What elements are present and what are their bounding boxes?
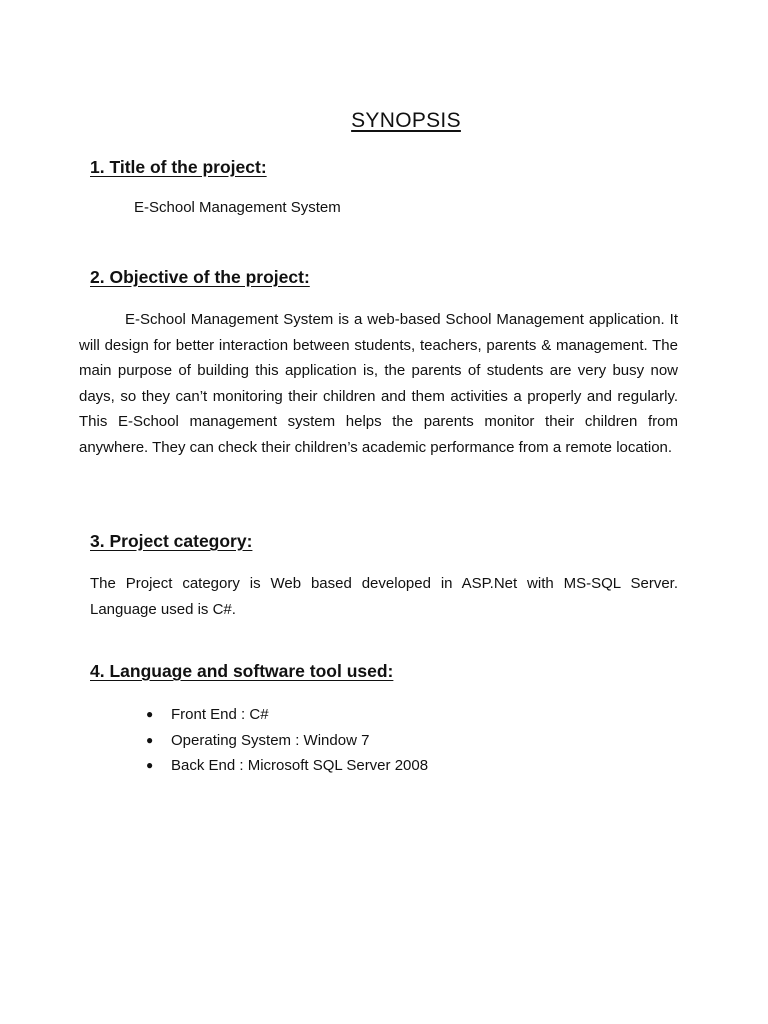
- list-item: [146, 702, 428, 728]
- list-item: [146, 728, 428, 754]
- list-item-text: Operating System : Window 7: [171, 731, 370, 749]
- document-title: SYNOPSIS: [351, 109, 461, 132]
- project-title-text: E-School Management System: [134, 199, 341, 216]
- bullet-icon: ●: [146, 707, 154, 721]
- tools-list: [146, 702, 428, 779]
- bullet-icon: ●: [146, 732, 154, 747]
- list-item: [146, 753, 428, 779]
- section-heading-tools: 4. Language and software tool used:: [90, 661, 394, 681]
- list-item-text: Front End : C#: [171, 706, 269, 723]
- bullet-icon: ●: [146, 758, 154, 772]
- category-paragraph: The Project category is Web based developed in ASP.Net with MS-SQL Server. Language used is C#.: [90, 575, 678, 618]
- section-heading-title: 1. Title of the project:: [90, 157, 267, 177]
- section-heading-category: 3. Project category:: [90, 531, 253, 551]
- section-heading-objective: 2. Objective of the project:: [90, 267, 310, 287]
- objective-paragraph: [79, 307, 678, 460]
- objective-text: E-School Management System is a web-based School Management application. It will design for better interaction between students, teachers, parents & management. The main purpose of building this application is, the parents of students are very busy now days, so they can’t monitoring their children and them activities a properly and regularly. This E-School management system helps the parents monitor their children from anywhere. They can check their children’s academic performance from a remote location.: [79, 311, 678, 456]
- list-item-text: Back End : Microsoft SQL Server 2008: [171, 757, 429, 774]
